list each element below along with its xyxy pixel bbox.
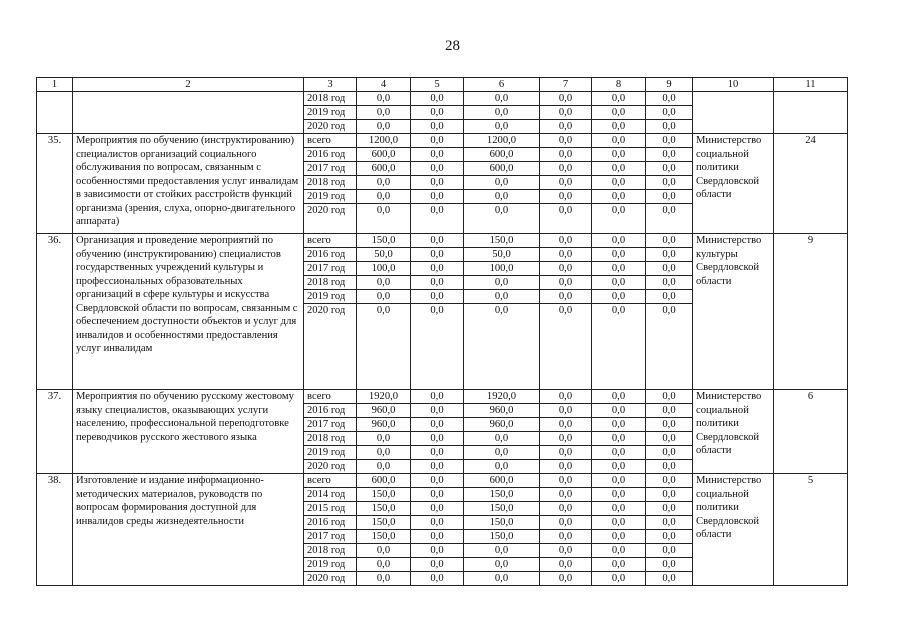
header-cell: 7 xyxy=(540,78,592,92)
value-local: 0,0 xyxy=(540,234,592,248)
year-cell: 2018 год xyxy=(304,176,357,190)
value-federal: 0,0 xyxy=(411,262,464,276)
table-row xyxy=(37,234,848,248)
value-federal: 0,0 xyxy=(411,106,464,120)
value-federal: 0,0 xyxy=(411,176,464,190)
value-other: 0,0 xyxy=(646,234,693,248)
value-other: 0,0 xyxy=(646,120,693,134)
value-total: 0,0 xyxy=(357,432,411,446)
value-federal: 0,0 xyxy=(411,390,464,404)
item-description-cell xyxy=(73,92,304,134)
executor-name: Министерство социальной политики Свердловской области xyxy=(693,474,774,586)
value-local: 0,0 xyxy=(540,502,592,516)
value-local: 0,0 xyxy=(540,390,592,404)
value-total: 0,0 xyxy=(357,92,411,106)
value-total: 150,0 xyxy=(357,488,411,502)
value-other: 0,0 xyxy=(646,474,693,488)
value-total: 600,0 xyxy=(357,148,411,162)
value-other: 0,0 xyxy=(646,390,693,404)
year-cell: 2019 год xyxy=(304,558,357,572)
item-description: Изготовление и издание информационно-методических материалов, руководств по вопросам формирования доступной для инвалидов среды жизнедеятельности xyxy=(73,474,304,586)
reference-number: 24 xyxy=(774,134,848,234)
value-local: 0,0 xyxy=(540,148,592,162)
value-regional: 50,0 xyxy=(464,248,540,262)
value-regional: 0,0 xyxy=(464,544,540,558)
value-extra: 0,0 xyxy=(592,290,646,304)
value-federal: 0,0 xyxy=(411,558,464,572)
value-regional: 960,0 xyxy=(464,404,540,418)
value-extra: 0,0 xyxy=(592,558,646,572)
value-federal: 0,0 xyxy=(411,290,464,304)
value-extra: 0,0 xyxy=(592,488,646,502)
value-federal: 0,0 xyxy=(411,134,464,148)
item-description: Мероприятия по обучению (инструктированию) специалистов организаций социального обслуживания по вопросам, связанным с особенностями предоставления услуг инвалидам в зависимости от стойких расстройств функций организма (зрения, слуха, опорно-двигательного аппарата) xyxy=(73,134,304,234)
value-total: 50,0 xyxy=(357,248,411,262)
value-federal: 0,0 xyxy=(411,474,464,488)
value-local: 0,0 xyxy=(540,120,592,134)
value-other: 0,0 xyxy=(646,304,693,390)
value-total: 150,0 xyxy=(357,530,411,544)
value-local: 0,0 xyxy=(540,290,592,304)
value-regional: 0,0 xyxy=(464,276,540,290)
value-local: 0,0 xyxy=(540,176,592,190)
year-cell: 2017 год xyxy=(304,418,357,432)
header-cell: 4 xyxy=(357,78,411,92)
value-federal: 0,0 xyxy=(411,120,464,134)
value-federal: 0,0 xyxy=(411,516,464,530)
value-federal: 0,0 xyxy=(411,572,464,586)
year-cell: 2020 год xyxy=(304,120,357,134)
value-regional: 1200,0 xyxy=(464,134,540,148)
value-total: 0,0 xyxy=(357,190,411,204)
value-extra: 0,0 xyxy=(592,176,646,190)
value-extra: 0,0 xyxy=(592,134,646,148)
value-regional: 150,0 xyxy=(464,502,540,516)
year-cell: 2016 год xyxy=(304,516,357,530)
value-federal: 0,0 xyxy=(411,404,464,418)
value-other: 0,0 xyxy=(646,290,693,304)
value-extra: 0,0 xyxy=(592,248,646,262)
value-other: 0,0 xyxy=(646,404,693,418)
item-number: 35. xyxy=(37,134,73,234)
value-local: 0,0 xyxy=(540,134,592,148)
value-other: 0,0 xyxy=(646,204,693,234)
year-cell: всего xyxy=(304,134,357,148)
value-local: 0,0 xyxy=(540,204,592,234)
value-total: 0,0 xyxy=(357,204,411,234)
value-regional: 0,0 xyxy=(464,304,540,390)
year-cell: 2014 год xyxy=(304,488,357,502)
value-extra: 0,0 xyxy=(592,92,646,106)
value-extra: 0,0 xyxy=(592,432,646,446)
table-row xyxy=(37,92,848,106)
year-cell: 2020 год xyxy=(304,304,357,390)
item-description: Организация и проведение мероприятий по обучению (инструктированию) специалистов государственных учреждений культуры и профессиональных образовательных организаций в сфере культуры и искусства Свердловской области по вопросам, связанным с обеспечением доступности объектов и услуг для инвалидов и особенностями предоставления услуг инвалидам xyxy=(73,234,304,390)
value-extra: 0,0 xyxy=(592,304,646,390)
value-other: 0,0 xyxy=(646,418,693,432)
value-local: 0,0 xyxy=(540,162,592,176)
header-row xyxy=(37,78,848,92)
value-total: 0,0 xyxy=(357,446,411,460)
value-local: 0,0 xyxy=(540,92,592,106)
value-total: 0,0 xyxy=(357,276,411,290)
header-cell: 6 xyxy=(464,78,540,92)
value-total: 0,0 xyxy=(357,572,411,586)
value-local: 0,0 xyxy=(540,432,592,446)
value-total: 150,0 xyxy=(357,502,411,516)
value-regional: 0,0 xyxy=(464,120,540,134)
value-regional: 0,0 xyxy=(464,190,540,204)
header-cell: 11 xyxy=(774,78,848,92)
year-cell: 2018 год xyxy=(304,432,357,446)
value-local: 0,0 xyxy=(540,572,592,586)
value-other: 0,0 xyxy=(646,488,693,502)
year-cell: 2015 год xyxy=(304,502,357,516)
value-total: 0,0 xyxy=(357,290,411,304)
value-local: 0,0 xyxy=(540,262,592,276)
value-local: 0,0 xyxy=(540,276,592,290)
value-extra: 0,0 xyxy=(592,204,646,234)
value-total: 1920,0 xyxy=(357,390,411,404)
header-cell: 1 xyxy=(37,78,73,92)
reference-cell xyxy=(774,92,848,134)
item-number-cell xyxy=(37,92,73,134)
executor-cell xyxy=(693,92,774,134)
header-cell: 9 xyxy=(646,78,693,92)
value-other: 0,0 xyxy=(646,544,693,558)
year-cell: всего xyxy=(304,390,357,404)
value-regional: 150,0 xyxy=(464,488,540,502)
item-number: 37. xyxy=(37,390,73,474)
value-regional: 600,0 xyxy=(464,162,540,176)
value-local: 0,0 xyxy=(540,190,592,204)
value-federal: 0,0 xyxy=(411,162,464,176)
table-row xyxy=(37,390,848,404)
value-regional: 600,0 xyxy=(464,148,540,162)
value-local: 0,0 xyxy=(540,248,592,262)
value-federal: 0,0 xyxy=(411,234,464,248)
value-other: 0,0 xyxy=(646,148,693,162)
value-other: 0,0 xyxy=(646,176,693,190)
value-regional: 0,0 xyxy=(464,572,540,586)
year-cell: 2020 год xyxy=(304,572,357,586)
year-cell: 2019 год xyxy=(304,106,357,120)
value-local: 0,0 xyxy=(540,474,592,488)
value-regional: 150,0 xyxy=(464,234,540,248)
value-extra: 0,0 xyxy=(592,446,646,460)
item-number: 36. xyxy=(37,234,73,390)
value-local: 0,0 xyxy=(540,530,592,544)
reference-number: 5 xyxy=(774,474,848,586)
year-cell: 2019 год xyxy=(304,190,357,204)
table-body xyxy=(37,78,848,586)
value-regional: 600,0 xyxy=(464,474,540,488)
value-total: 0,0 xyxy=(357,460,411,474)
value-federal: 0,0 xyxy=(411,460,464,474)
value-extra: 0,0 xyxy=(592,234,646,248)
year-cell: 2018 год xyxy=(304,276,357,290)
item-description: Мероприятия по обучению русскому жестовому языку специалистов, оказывающих услуги населению, профессиональной переподготовке переводчиков русского жестового языка xyxy=(73,390,304,474)
executor-name: Министерство культуры Свердловской области xyxy=(693,234,774,390)
value-federal: 0,0 xyxy=(411,530,464,544)
value-total: 600,0 xyxy=(357,162,411,176)
value-local: 0,0 xyxy=(540,558,592,572)
value-local: 0,0 xyxy=(540,304,592,390)
header-cell: 8 xyxy=(592,78,646,92)
value-total: 0,0 xyxy=(357,558,411,572)
value-extra: 0,0 xyxy=(592,502,646,516)
table-row xyxy=(37,134,848,148)
value-other: 0,0 xyxy=(646,190,693,204)
value-other: 0,0 xyxy=(646,162,693,176)
year-cell: 2019 год xyxy=(304,446,357,460)
value-regional: 0,0 xyxy=(464,432,540,446)
value-other: 0,0 xyxy=(646,106,693,120)
reference-number: 6 xyxy=(774,390,848,474)
value-total: 150,0 xyxy=(357,234,411,248)
value-extra: 0,0 xyxy=(592,404,646,418)
value-federal: 0,0 xyxy=(411,418,464,432)
value-other: 0,0 xyxy=(646,502,693,516)
value-federal: 0,0 xyxy=(411,204,464,234)
value-regional: 960,0 xyxy=(464,418,540,432)
value-regional: 0,0 xyxy=(464,106,540,120)
table-row xyxy=(37,474,848,488)
header-cell: 5 xyxy=(411,78,464,92)
header-cell: 10 xyxy=(693,78,774,92)
value-federal: 0,0 xyxy=(411,446,464,460)
value-federal: 0,0 xyxy=(411,488,464,502)
value-local: 0,0 xyxy=(540,446,592,460)
year-cell: 2020 год xyxy=(304,460,357,474)
value-extra: 0,0 xyxy=(592,120,646,134)
value-local: 0,0 xyxy=(540,516,592,530)
value-federal: 0,0 xyxy=(411,432,464,446)
value-local: 0,0 xyxy=(540,488,592,502)
value-total: 0,0 xyxy=(357,106,411,120)
value-other: 0,0 xyxy=(646,134,693,148)
year-cell: 2016 год xyxy=(304,148,357,162)
year-cell: 2017 год xyxy=(304,162,357,176)
value-local: 0,0 xyxy=(540,418,592,432)
value-regional: 0,0 xyxy=(464,446,540,460)
year-cell: 2017 год xyxy=(304,262,357,276)
value-extra: 0,0 xyxy=(592,530,646,544)
year-cell: 2018 год xyxy=(304,544,357,558)
value-other: 0,0 xyxy=(646,558,693,572)
value-local: 0,0 xyxy=(540,106,592,120)
value-regional: 0,0 xyxy=(464,176,540,190)
value-total: 600,0 xyxy=(357,474,411,488)
value-extra: 0,0 xyxy=(592,418,646,432)
value-total: 960,0 xyxy=(357,418,411,432)
value-extra: 0,0 xyxy=(592,190,646,204)
year-cell: 2020 год xyxy=(304,204,357,234)
value-local: 0,0 xyxy=(540,460,592,474)
value-extra: 0,0 xyxy=(592,276,646,290)
reference-number: 9 xyxy=(774,234,848,390)
value-extra: 0,0 xyxy=(592,544,646,558)
value-regional: 100,0 xyxy=(464,262,540,276)
value-extra: 0,0 xyxy=(592,474,646,488)
value-extra: 0,0 xyxy=(592,106,646,120)
year-cell: всего xyxy=(304,474,357,488)
value-federal: 0,0 xyxy=(411,92,464,106)
year-cell: всего xyxy=(304,234,357,248)
value-other: 0,0 xyxy=(646,516,693,530)
year-cell: 2016 год xyxy=(304,404,357,418)
value-federal: 0,0 xyxy=(411,544,464,558)
value-federal: 0,0 xyxy=(411,502,464,516)
value-extra: 0,0 xyxy=(592,572,646,586)
value-federal: 0,0 xyxy=(411,304,464,390)
value-federal: 0,0 xyxy=(411,148,464,162)
value-total: 960,0 xyxy=(357,404,411,418)
value-federal: 0,0 xyxy=(411,276,464,290)
value-regional: 1920,0 xyxy=(464,390,540,404)
value-extra: 0,0 xyxy=(592,162,646,176)
value-extra: 0,0 xyxy=(592,390,646,404)
value-total: 0,0 xyxy=(357,304,411,390)
value-other: 0,0 xyxy=(646,276,693,290)
header-cell: 2 xyxy=(73,78,304,92)
value-total: 1200,0 xyxy=(357,134,411,148)
value-extra: 0,0 xyxy=(592,148,646,162)
value-regional: 150,0 xyxy=(464,516,540,530)
value-other: 0,0 xyxy=(646,432,693,446)
value-other: 0,0 xyxy=(646,460,693,474)
value-federal: 0,0 xyxy=(411,190,464,204)
program-table xyxy=(36,77,848,586)
page-number: 28 xyxy=(445,38,460,54)
item-number: 38. xyxy=(37,474,73,586)
value-total: 0,0 xyxy=(357,120,411,134)
year-cell: 2016 год xyxy=(304,248,357,262)
value-other: 0,0 xyxy=(646,262,693,276)
value-total: 0,0 xyxy=(357,176,411,190)
value-total: 0,0 xyxy=(357,544,411,558)
value-other: 0,0 xyxy=(646,92,693,106)
value-regional: 0,0 xyxy=(464,558,540,572)
value-federal: 0,0 xyxy=(411,248,464,262)
value-other: 0,0 xyxy=(646,248,693,262)
executor-name: Министерство социальной политики Свердловской области xyxy=(693,134,774,234)
value-other: 0,0 xyxy=(646,572,693,586)
value-regional: 0,0 xyxy=(464,204,540,234)
value-regional: 0,0 xyxy=(464,92,540,106)
year-cell: 2018 год xyxy=(304,92,357,106)
value-regional: 150,0 xyxy=(464,530,540,544)
year-cell: 2017 год xyxy=(304,530,357,544)
value-total: 100,0 xyxy=(357,262,411,276)
value-extra: 0,0 xyxy=(592,460,646,474)
header-cell: 3 xyxy=(304,78,357,92)
value-extra: 0,0 xyxy=(592,262,646,276)
value-extra: 0,0 xyxy=(592,516,646,530)
year-cell: 2019 год xyxy=(304,290,357,304)
value-local: 0,0 xyxy=(540,544,592,558)
value-other: 0,0 xyxy=(646,530,693,544)
executor-name: Министерство социальной политики Свердловской области xyxy=(693,390,774,474)
value-local: 0,0 xyxy=(540,404,592,418)
value-regional: 0,0 xyxy=(464,460,540,474)
value-total: 150,0 xyxy=(357,516,411,530)
value-regional: 0,0 xyxy=(464,290,540,304)
value-other: 0,0 xyxy=(646,446,693,460)
